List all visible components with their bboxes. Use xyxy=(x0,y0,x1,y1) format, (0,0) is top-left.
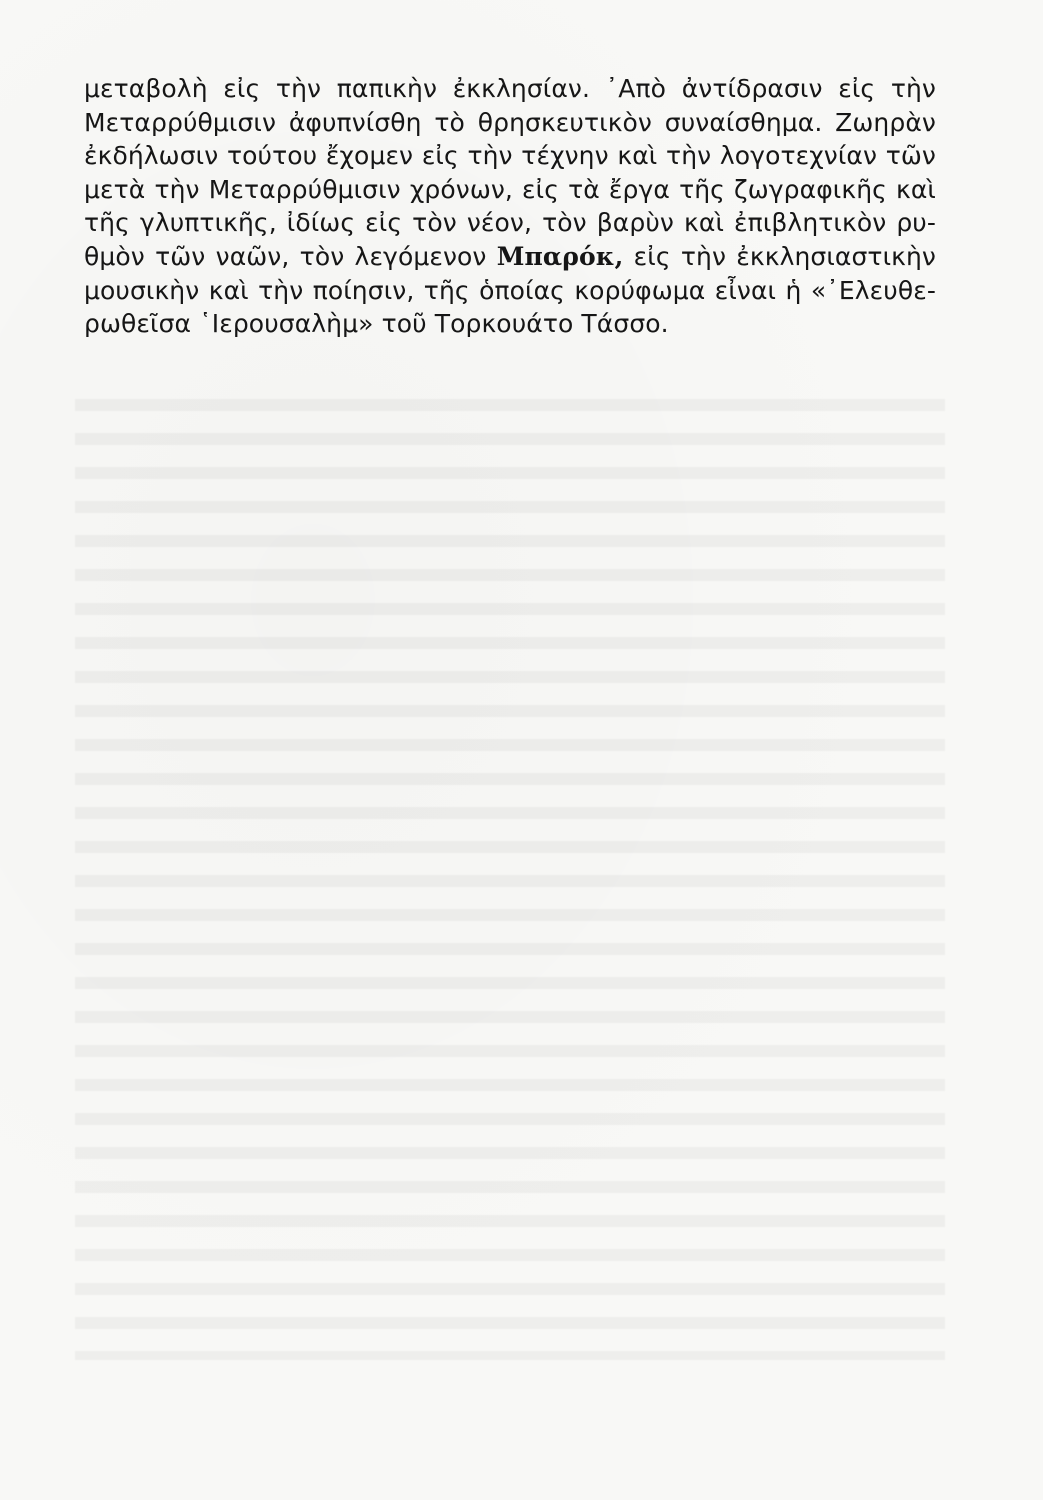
text-line-5: τῆς γλυπτικῆς, ἰδίως εἰς τὸν νέον, τὸν βαρὺν καὶ ἐπιβλητικὸν ρυ- xyxy=(84,208,936,238)
text-line-7: μουσικὴν καὶ τὴν ποίησιν, τῆς ὁποίας κορύφωμα εἶναι ἡ «᾿Ελευθε- xyxy=(84,275,936,305)
text-line-6: θμὸν τῶν ναῶν, τὸν λεγόμενον Μπαρόκ, εἰς τὴν ἐκκλησιαστικὴν xyxy=(84,241,936,271)
show-through-text xyxy=(75,385,945,1360)
text-line-8: ρωθεῖσα ῾Ιερουσαλὴμ» τοῦ Τορκουάτο Τάσσο. xyxy=(84,309,669,339)
text-line-4: μετὰ τὴν Μεταρρύθμισιν χρόνων, εἰς τὰ ἔργα τῆς ζωγραφικῆς καὶ xyxy=(84,174,936,204)
body-paragraph xyxy=(84,72,936,341)
baroque-term: Μπαρόκ, xyxy=(496,241,624,271)
text-line-2: Μεταρρύθμισιν ἀφυπνίσθη τὸ θρησκευτικὸν συναίσθημα. Ζωηρὰν xyxy=(84,107,936,137)
text-line-3: ἐκδήλωσιν τούτου ἔχομεν εἰς τὴν τέχνην καὶ τὴν λογοτεχνίαν τῶν xyxy=(84,141,936,171)
text-line-1: μεταβολὴ εἰς τὴν παπικὴν ἐκκλησίαν. ᾿Απὸ ἀντίδρασιν εἰς τὴν xyxy=(84,74,936,103)
